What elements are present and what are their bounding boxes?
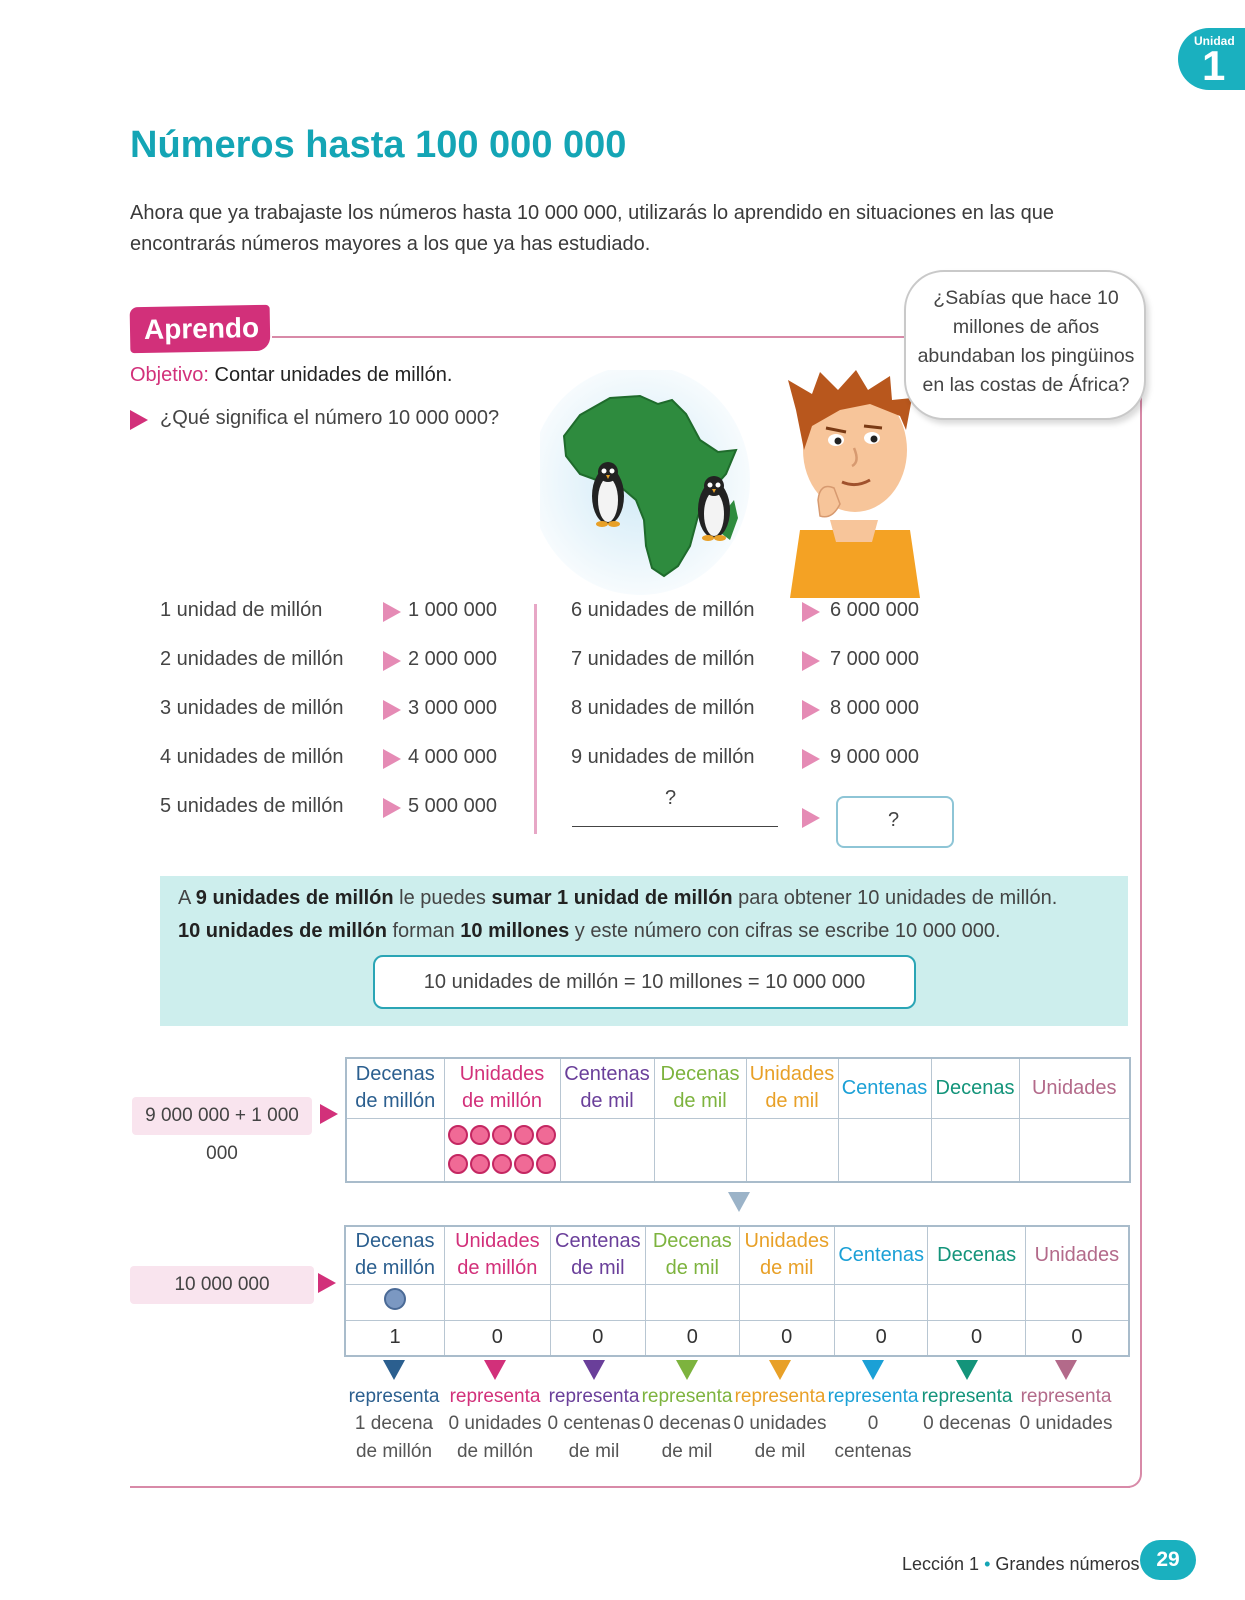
question: ¿Qué significa el número 10 000 000?: [160, 407, 500, 429]
millions-label: 5 unidades de millón: [160, 795, 344, 817]
cell-empty: [346, 1118, 444, 1182]
info-line-1: [178, 882, 1118, 915]
header-unidades-de-millon: Unidades de millón: [445, 1226, 551, 1284]
digit-cell: 0: [550, 1320, 645, 1356]
cell-empty: [746, 1118, 838, 1182]
header-decenas-de-millon: Decenas de millón: [346, 1058, 444, 1118]
unit-number: 1: [1202, 42, 1226, 89]
represents-desc: 0 unidades: [1019, 1413, 1113, 1434]
section-frame-right: [1128, 336, 1142, 1488]
cell-empty: [646, 1284, 739, 1320]
millions-label: 6 unidades de millón: [571, 599, 755, 621]
represents-item: [1015, 1360, 1117, 1438]
millions-label: 3 unidades de millón: [160, 697, 344, 719]
arrow-icon: [320, 1104, 338, 1124]
down-triangle-icon: [383, 1360, 405, 1380]
counter-icon: [536, 1154, 556, 1174]
cell-empty: [931, 1118, 1019, 1182]
info-text-part: y este número con cifras se escribe 10 000 000.: [569, 920, 1001, 942]
intro-paragraph: Ahora que ya trabajaste los números hasta 10 000 000, utilizarás lo aprendido en situaciones en las que encontrarás números mayores a los que ya has estudiado.: [130, 202, 1054, 255]
millions-label: 4 unidades de millón: [160, 746, 344, 768]
cell-empty: [1025, 1284, 1129, 1320]
represents-desc: de millón: [355, 1441, 433, 1462]
header-centenas-de-mil: Centenas de mil: [550, 1226, 645, 1284]
down-triangle-icon: [1055, 1360, 1077, 1380]
operation-label: 9 000 000 + 1 000 000: [132, 1097, 312, 1135]
represents-word: representa: [921, 1386, 1013, 1407]
arrow-icon: [383, 602, 401, 622]
counter-row: [445, 1124, 560, 1147]
header-unidades-de-millon: Unidades de millón: [444, 1058, 560, 1118]
represents-desc: 0 unidades: [733, 1413, 827, 1434]
header-unidades-de-mil: Unidades de mil: [739, 1226, 834, 1284]
millions-value: 3 000 000: [408, 697, 497, 719]
page-title: Números hasta 100 000 000: [130, 124, 627, 166]
page-number: 29: [1140, 1540, 1196, 1580]
represents-item: [919, 1360, 1015, 1438]
info-text-bold: 10 millones: [460, 920, 570, 942]
millions-value: 1 000 000: [408, 599, 497, 621]
section-tag: Aprendo: [130, 305, 271, 353]
down-triangle-icon: [583, 1360, 605, 1380]
represents-item: [345, 1360, 443, 1466]
objective-text: Contar unidades de millón.: [214, 364, 453, 386]
counter-icon: [470, 1154, 490, 1174]
cell-empty: [550, 1284, 645, 1320]
header-decenas: Decenas: [928, 1226, 1025, 1284]
info-text-part: A: [178, 887, 196, 909]
millions-value: 9 000 000: [830, 746, 919, 768]
triangle-bullet-icon: [130, 410, 148, 430]
down-triangle-icon: [862, 1360, 884, 1380]
arrow-icon: [383, 651, 401, 671]
counter-icon: [492, 1125, 512, 1145]
header-unidades: Unidades: [1025, 1226, 1129, 1284]
arrow-icon: [802, 808, 820, 828]
represents-desc: 0 decenas: [923, 1413, 1011, 1434]
info-text-bold: 10 unidades de millón: [178, 920, 387, 942]
down-triangle-icon: [676, 1360, 698, 1380]
list-divider: [534, 604, 537, 834]
header-decenas-de-mil: Decenas de mil: [654, 1058, 746, 1118]
blank-label-placeholder: ?: [665, 787, 677, 809]
represents-desc: 0 unidades: [448, 1413, 542, 1434]
africa-penguins-boy-illustration: [540, 370, 940, 598]
counter-icon: [492, 1154, 512, 1174]
counter-icon: [448, 1125, 468, 1145]
millions-value: 6 000 000: [830, 599, 919, 621]
represents-item: [827, 1360, 919, 1466]
represents-word: representa: [348, 1386, 440, 1407]
represents-word: representa: [1020, 1386, 1112, 1407]
represents-desc: de mil: [754, 1441, 806, 1462]
represents-word: representa: [449, 1386, 541, 1407]
millions-label: 8 unidades de millón: [571, 697, 755, 719]
info-text-part: para obtener 10 unidades de millón.: [732, 887, 1058, 909]
cell-empty: [445, 1284, 551, 1320]
counter-icon: [514, 1154, 534, 1174]
represents-word: representa: [641, 1386, 733, 1407]
represents-desc: 0 decenas: [643, 1413, 731, 1434]
header-centenas: Centenas: [834, 1226, 927, 1284]
counter-icon: [514, 1125, 534, 1145]
cell-empty: [838, 1118, 931, 1182]
info-text: [178, 882, 1118, 948]
represents-desc: de mil: [661, 1441, 713, 1462]
arrow-icon: [383, 798, 401, 818]
represents-desc: de millón: [456, 1441, 534, 1462]
info-text-part: forman: [386, 920, 461, 942]
millions-label: 7 unidades de millón: [571, 648, 755, 670]
header-decenas-de-mil: Decenas de mil: [646, 1226, 739, 1284]
unit-label: Unidad: [1194, 34, 1235, 48]
info-line-2: [178, 915, 1118, 948]
represents-desc: 0 centenas: [834, 1413, 912, 1462]
cell-counter-decenas-de-millon: [345, 1284, 445, 1320]
objective-label: Objetivo:: [130, 364, 209, 386]
digit-cell: 0: [739, 1320, 834, 1356]
millions-value: 2 000 000: [408, 648, 497, 670]
represents-word: representa: [734, 1386, 826, 1407]
represents-word: representa: [548, 1386, 640, 1407]
unit-tab: [1178, 28, 1245, 90]
answer-blank-line[interactable]: [572, 826, 778, 827]
millions-label: 2 unidades de millón: [160, 648, 344, 670]
header-decenas: Decenas: [931, 1058, 1019, 1118]
represents-item: [733, 1360, 827, 1466]
digit-cell: 0: [928, 1320, 1025, 1356]
counter-icon: [470, 1125, 490, 1145]
millions-label: 1 unidad de millón: [160, 599, 323, 621]
footer-lesson-label: Lección 1: [902, 1554, 980, 1574]
cell-empty: [654, 1118, 746, 1182]
arrow-icon: [383, 700, 401, 720]
digit-cell: 1: [345, 1320, 445, 1356]
millions-value: 7 000 000: [830, 648, 919, 670]
represents-item: [641, 1360, 733, 1466]
digit-cell: 0: [646, 1320, 739, 1356]
footer-topic: Grandes números: [995, 1554, 1140, 1574]
cell-empty: [834, 1284, 927, 1320]
cell-empty: [739, 1284, 834, 1320]
speech-bubble-text: ¿Sabías que hace 10 millones de años abundaban los pingüinos en las costas de África?: [917, 287, 1135, 396]
cell-empty: [1019, 1118, 1130, 1182]
counter-icon: [448, 1154, 468, 1174]
down-triangle-icon: [956, 1360, 978, 1380]
result-number-label: 10 000 000: [130, 1266, 314, 1304]
info-text-bold: 9 unidades de millón: [195, 887, 394, 909]
arrow-icon: [802, 651, 820, 671]
header-decenas-de-millon: Decenas de millón: [345, 1226, 445, 1284]
down-triangle-icon: [484, 1360, 506, 1380]
millions-value: 5 000 000: [408, 795, 497, 817]
footer-lesson: [902, 1554, 1139, 1575]
millions-label: 9 unidades de millón: [571, 746, 755, 768]
counter-icon: [384, 1288, 406, 1310]
header-unidades: Unidades: [1019, 1058, 1130, 1118]
counter-icon: [536, 1125, 556, 1145]
thinking-boy: [788, 370, 920, 598]
section-frame-bottom: [130, 1486, 1130, 1488]
represents-desc: de mil: [568, 1441, 620, 1462]
down-triangle-icon: [769, 1360, 791, 1380]
arrow-icon: [318, 1273, 336, 1293]
answer-box-placeholder: ?: [888, 809, 900, 831]
millions-value: 4 000 000: [408, 746, 497, 768]
digit-cell: 0: [445, 1320, 551, 1356]
down-arrow-icon: [728, 1192, 750, 1212]
millions-value: 8 000 000: [830, 697, 919, 719]
info-text-bold: sumar 1 unidad de millón: [491, 887, 733, 909]
arrow-icon: [802, 602, 820, 622]
arrow-icon: [383, 749, 401, 769]
represents-desc: 1 decena: [354, 1413, 434, 1434]
represents-item: [443, 1360, 547, 1466]
counter-row: [445, 1153, 560, 1176]
cell-counters-unidades-de-millon: [444, 1118, 560, 1182]
header-centenas: Centenas: [838, 1058, 931, 1118]
arrow-icon: [802, 749, 820, 769]
info-text-part: le puedes: [393, 887, 492, 909]
digit-cell: 0: [1025, 1320, 1129, 1356]
header-unidades-de-mil: Unidades de mil: [746, 1058, 838, 1118]
digit-cell: 0: [834, 1320, 927, 1356]
represents-word: representa: [827, 1386, 919, 1407]
cell-empty: [928, 1284, 1025, 1320]
footer-separator: •: [984, 1554, 991, 1574]
objective: [130, 364, 452, 387]
cell-empty: [560, 1118, 654, 1182]
place-value-table-after: [344, 1225, 1130, 1357]
place-value-table-before: [345, 1057, 1131, 1183]
arrow-icon: [802, 700, 820, 720]
header-centenas-de-mil: Centenas de mil: [560, 1058, 654, 1118]
equation-box: 10 unidades de millón = 10 millones = 10 000 000: [373, 955, 916, 1009]
represents-item: [547, 1360, 641, 1466]
represents-desc: 0 centenas: [547, 1413, 641, 1434]
